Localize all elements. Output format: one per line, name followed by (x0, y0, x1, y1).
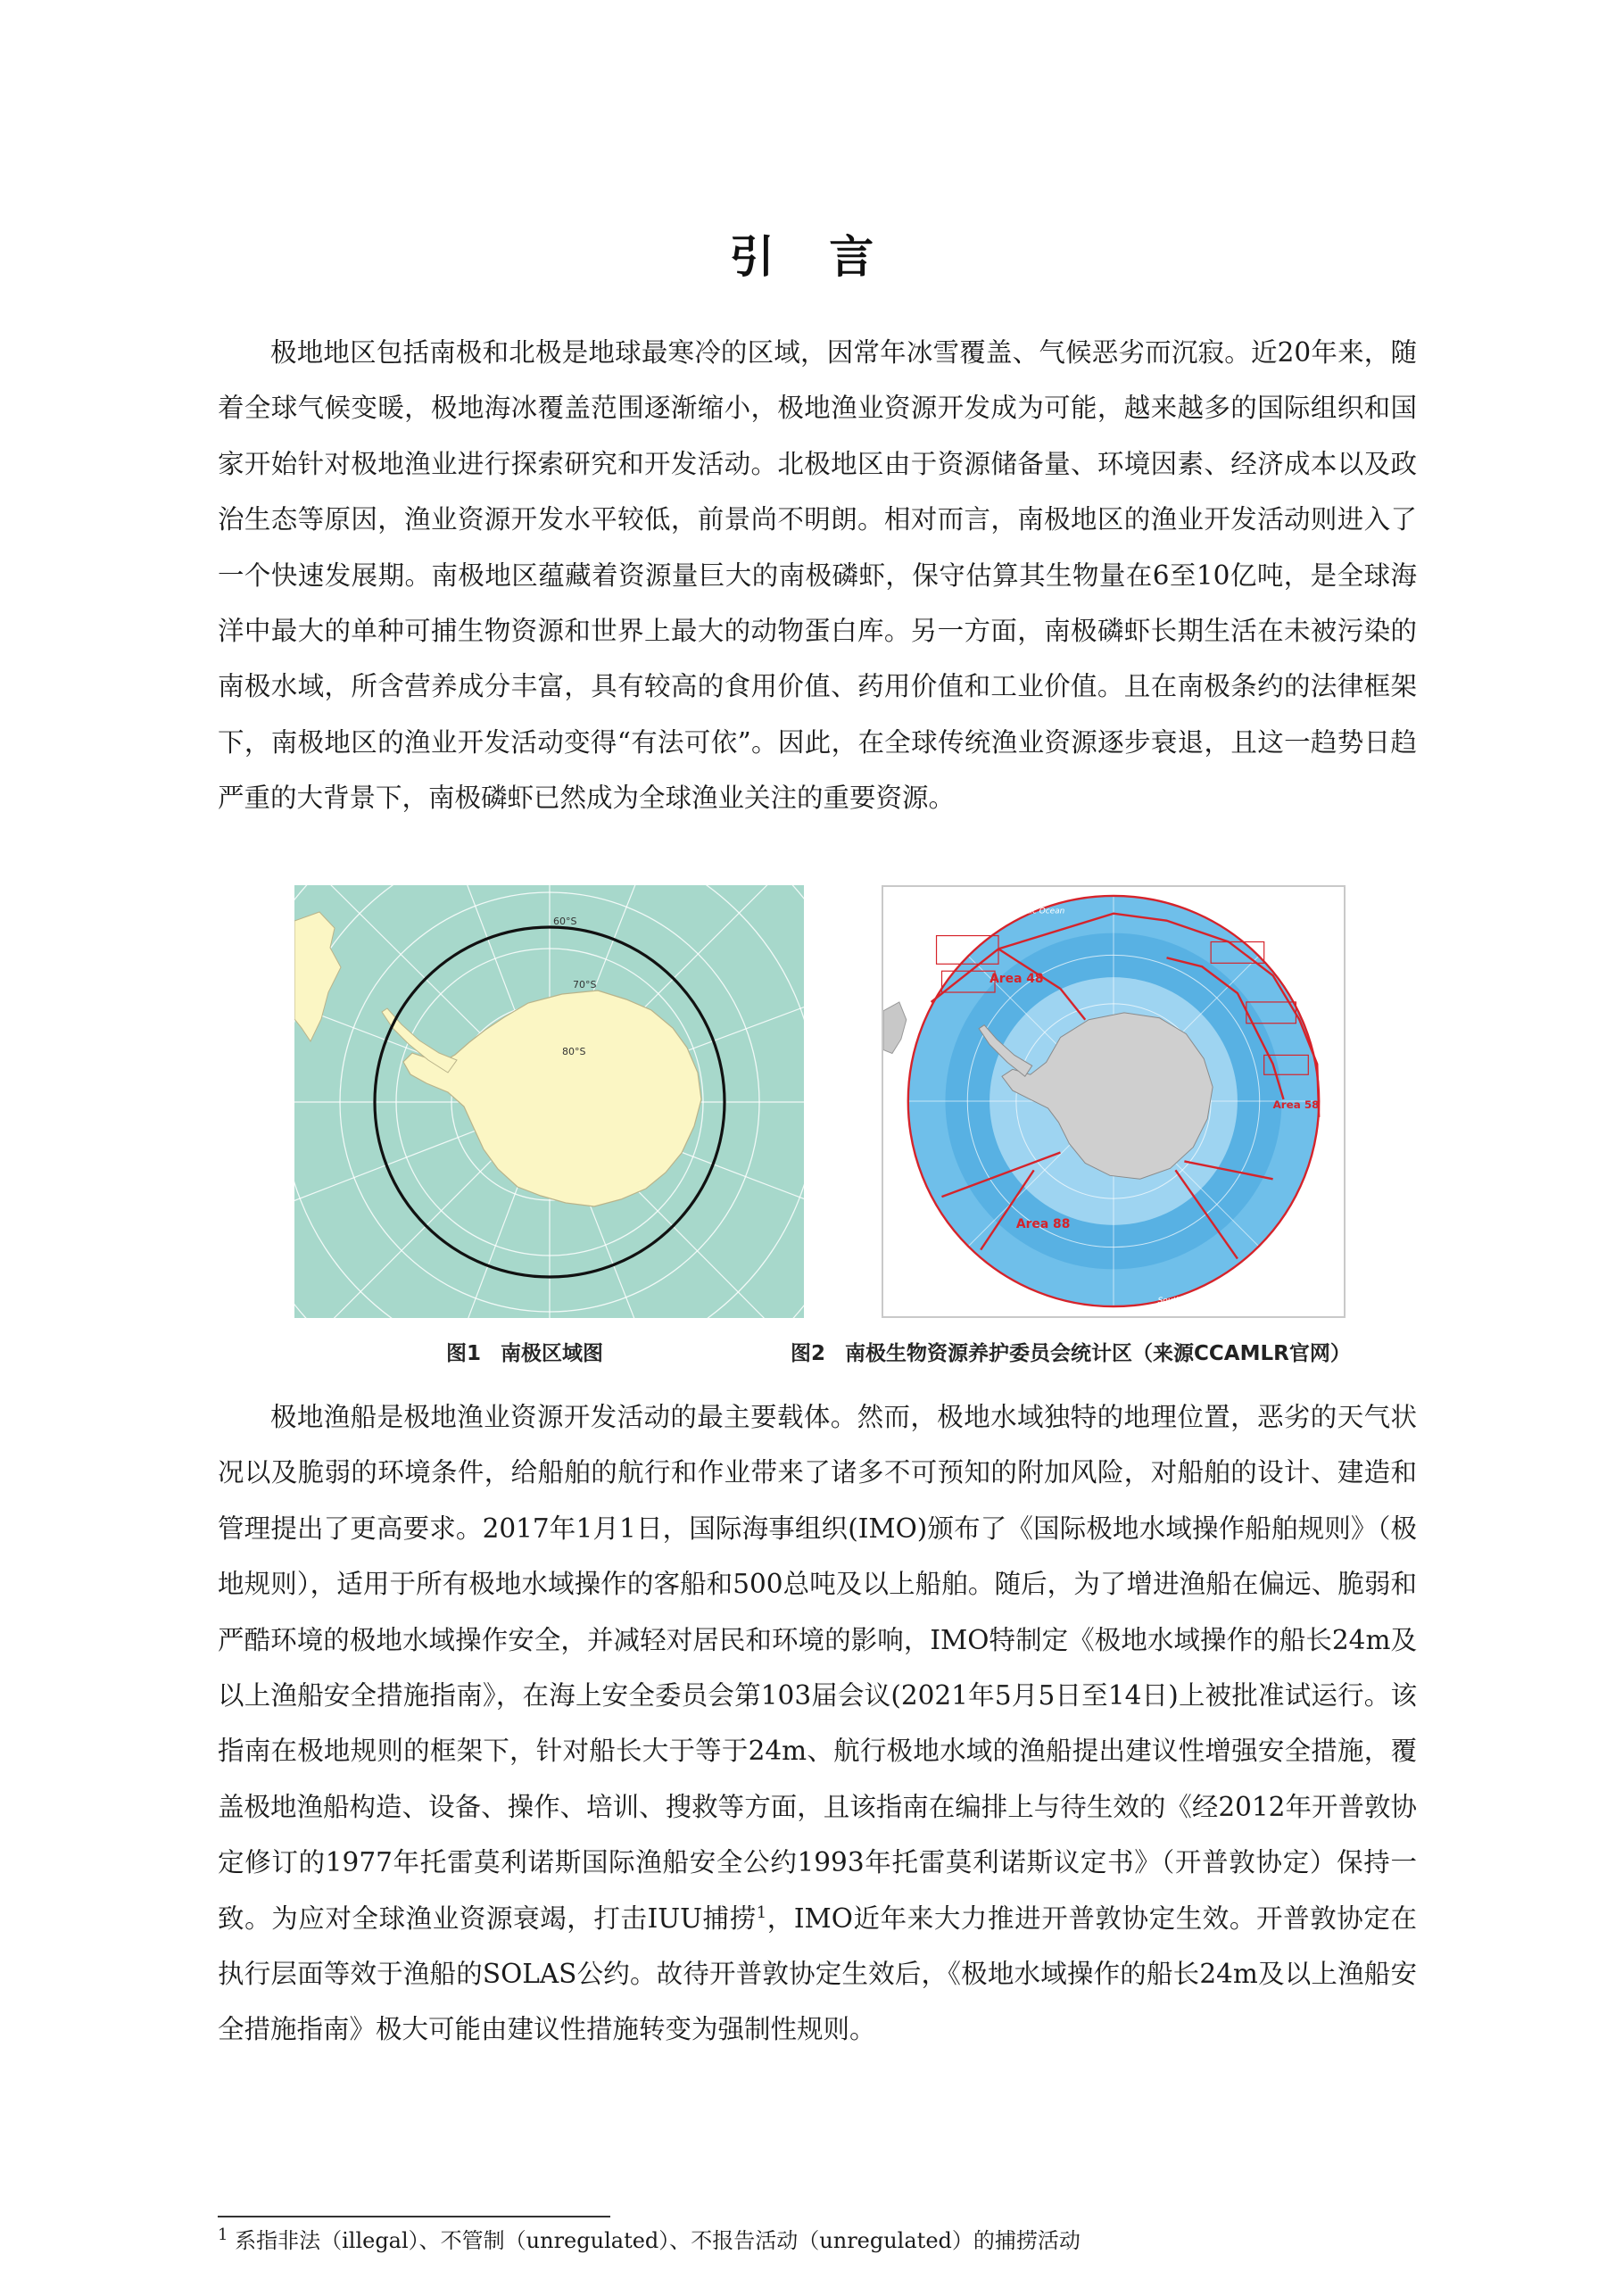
figure-number: 图2 (791, 1342, 826, 1365)
area-label: Area 48 (990, 972, 1044, 987)
footnote-text: 系指非法（illegal）、不管制（unregulated）、不报告活动（unregulated）的捕捞活动 (235, 2228, 1081, 2253)
page-title: 引 言 (729, 231, 894, 283)
area-label: Area 88 (1015, 1216, 1071, 1231)
paragraph-text: 极地地区包括南极和北极是地球最寒冷的区域，因常年冰雪覆盖、气候恶劣而沉寂。近20年来，随着全球气候变暖，极地海冰覆盖范围逐渐缩小，极地渔业资源开发成为可能，越来越多的国际组织和国家开始针对极地渔业进行探索研究和开发活动。北极地区由于资源储备量、环境因素、经济成本以及政治生态等原因，渔业资源开发水平较低，前景尚不明朗。相对而言，南极地区的渔业开发活动则进入了一个快速发展期。南极地区蕴藏着资源量巨大的南极磷虾，保守估算其生物量在6至10亿吨，是全球海洋中最大的单种可捕生物资源和世界上最大的动物蛋白库。另一方面，南极磷虾长期生活在未被污染的南极水域，所含营养成分丰富，具有较高的食用价值、药用价值和工业价值。且在南极条约的法律框架下，南极地区的渔业开发活动变得“有法可依”。因此，在全球传统渔业资源逐步衰退，且这一趋势日趋严重的大背景下，南极磷虾已然成为全球渔业关注的重要资源。 (218, 337, 1417, 814)
paragraph-text-part: 极地渔船是极地渔业资源开发活动的最主要载体。然而，极地水域独特的地理位置，恶劣的天气状况以及脆弱的环境条件，给船舶的航行和作业带来了诸多不可预知的附加风险，对船舶的设计、建造和管理提出了更高要求。2017年1月1日，国际海事组织(IMO)颁布了《国际极地水域操作船舶规则》（极地规则），适用于所有极地水域操作的客船和500总吨及以上船舶。随后，为了增进渔船在偏远、脆弱和严酷环境的极地水域操作安全，并减轻对居民和环境的影响，IMO特制定《极地水域操作的船长24m及以上渔船安全措施指南》，在海上安全委员会第103届会议(2021年5月5日至14日)上被批准试运行。该指南在极地规则的框架下，针对船长大于等于24m、航行极地水域的渔船提出建议性增强安全措施，覆盖极地渔船构造、设备、操作、培训、搜救等方面，且该指南在编排上与待生效的《经2012年开普敦协定修订的1977年托雷莫利诺斯国际渔船安全公约1993年托雷莫利诺斯议定书》（开普敦协定）保持一致。为应对全球渔业资源衰竭，打击IUU捕捞 (218, 1402, 1417, 1934)
ccamlr-statistical-areas-map (882, 885, 1346, 1318)
area-label: Area 58 (1272, 1098, 1320, 1111)
latitude-label: 60°S (553, 916, 577, 927)
ocean-label: South Pacific Ocean (1157, 1297, 1238, 1306)
footnote-divider (218, 2216, 610, 2217)
antarctic-region-map (294, 885, 804, 1318)
ccamlr-map-graphic (883, 887, 1344, 1316)
figure-1-caption (446, 1337, 603, 1366)
figure-caption-text: 南极生物资源养护委员会统计区（来源CCAMLR官网） (845, 1342, 1351, 1365)
footnote-number: 1 (218, 2226, 228, 2244)
footnote (218, 2226, 1081, 2256)
antarctic-map-graphic (294, 885, 804, 1318)
paragraph-text (218, 1389, 1417, 2058)
latitude-label: 70°S (573, 979, 597, 991)
figure-number: 图1 (446, 1342, 482, 1365)
intro-paragraph-2 (218, 1389, 1417, 2058)
footnote-marker[interactable]: 1 (756, 1902, 767, 1922)
latitude-label: 80°S (562, 1046, 586, 1057)
intro-paragraph-1 (218, 325, 1417, 826)
paragraph-text-part: ，IMO近年来大力推进开普敦协定生效。开普敦协定在执行层面等效于渔船的SOLAS公约。故待开普敦协定生效后，《极地水域操作的船长24m及以上渔船安全措施指南》极大可能由建议性措施转变为强制性规则。 (218, 1902, 1417, 2045)
ocean-label: Indian Ocean (1255, 916, 1308, 925)
figure-caption-text: 南极区域图 (501, 1342, 604, 1365)
figure-2-caption (791, 1337, 1351, 1366)
ocean-label: South Atlantic Ocean (981, 907, 1065, 916)
